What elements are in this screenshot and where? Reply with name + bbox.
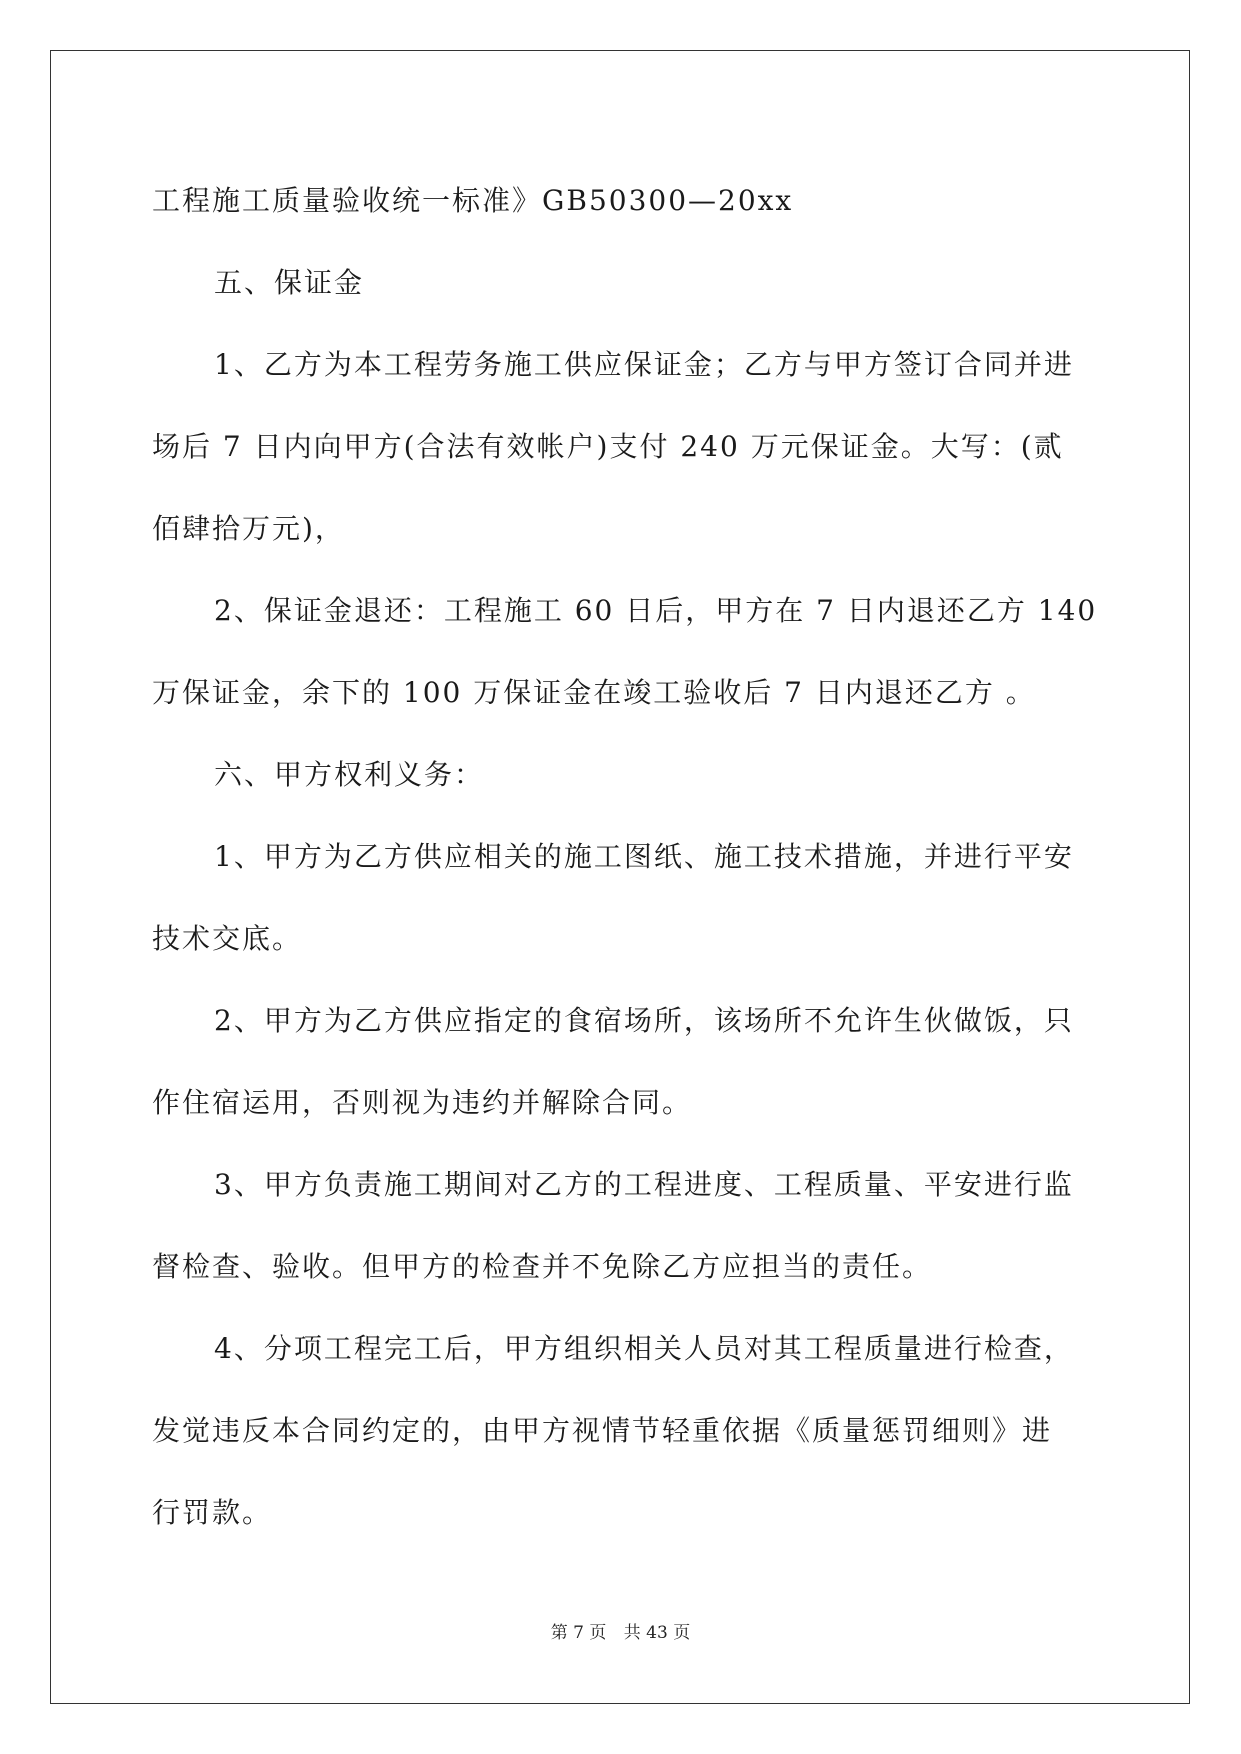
body-line-9: 1、甲方为乙方供应相关的施工图纸、施工技术措施，并进行平安 — [214, 840, 1074, 873]
body-line-14: 督检查、验收。但甲方的检查并不免除乙方应担当的责任。 — [152, 1250, 933, 1283]
body-line-3: 1、乙方为本工程劳务施工供应保证金；乙方与甲方签订合同并进 — [214, 348, 1074, 381]
body-line-1: 工程施工质量验收统一标准》GB50300—20xx — [152, 184, 794, 217]
body-line-12: 作住宿运用，否则视为违约并解除合同。 — [152, 1086, 693, 1119]
body-line-5: 佰肆拾万元)， — [152, 512, 345, 545]
body-line-10: 技术交底。 — [152, 922, 303, 955]
section-heading-deposit: 五、保证金 — [214, 266, 365, 299]
body-line-6: 2、保证金退还：工程施工 60 日后，甲方在 7 日内退还乙方 140 — [214, 594, 1098, 627]
body-line-16: 发觉违反本合同约定的，由甲方视情节轻重依据《质量惩罚细则》进 — [152, 1414, 1053, 1447]
body-line-11: 2、甲方为乙方供应指定的食宿场所，该场所不允许生伙做饭，只 — [214, 1004, 1074, 1037]
body-line-7: 万保证金，余下的 100 万保证金在竣工验收后 7 日内退还乙方 。 — [152, 676, 1036, 709]
section-heading-party-a-rights: 六、甲方权利义务： — [214, 758, 485, 791]
body-line-13: 3、甲方负责施工期间对乙方的工程进度、工程质量、平安进行监 — [214, 1168, 1074, 1201]
body-line-15: 4、分项工程完工后，甲方组织相关人员对其工程质量进行检查， — [214, 1332, 1074, 1365]
document-body — [152, 160, 1098, 1554]
body-line-17: 行罚款。 — [152, 1496, 273, 1529]
body-line-4: 场后 7 日内向甲方(合法有效帐户)支付 240 万元保证金。大写：(贰 — [152, 430, 1064, 463]
page-number: 第 7 页 — [550, 1623, 607, 1643]
page-footer — [0, 1618, 1241, 1643]
total-pages: 共 43 页 — [623, 1623, 691, 1643]
